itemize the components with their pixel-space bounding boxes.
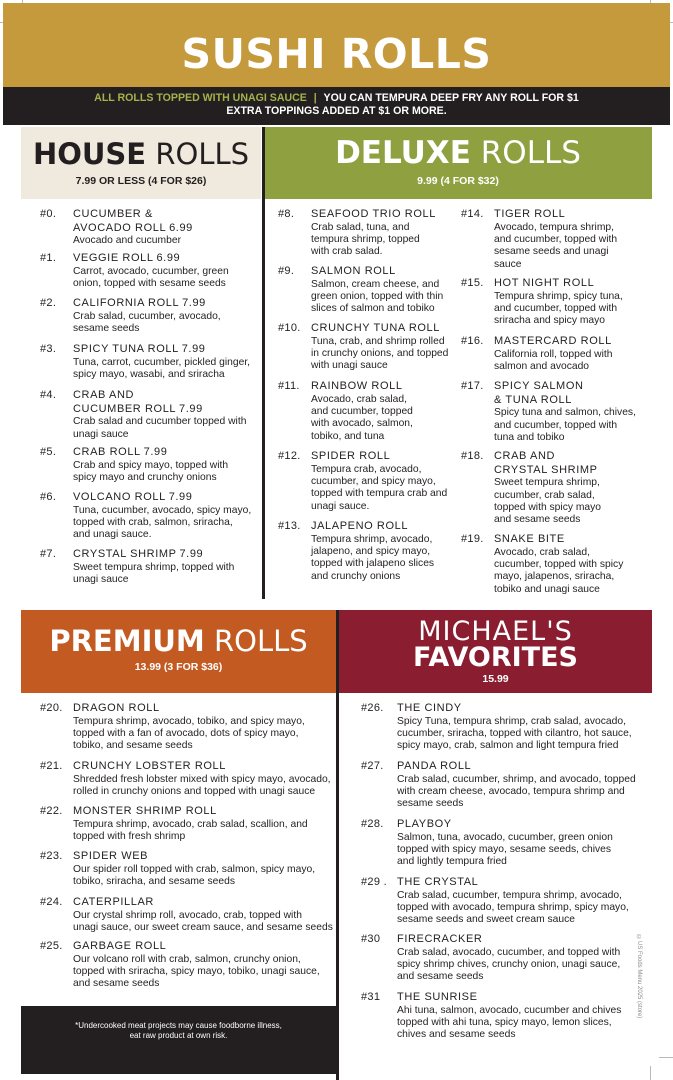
item-name: THE SUNRISE: [397, 991, 478, 1003]
item-description-line: tuna and tobiko: [494, 432, 565, 443]
item-body: [494, 533, 673, 596]
menu-item: [40, 491, 295, 542]
deluxe-rolls-price: 9.99 (4 FOR $32): [417, 175, 499, 187]
item-name: CRAB AND: [73, 389, 135, 401]
item-name-line: [73, 760, 373, 774]
item-name-continued: AVOCADO ROLL: [73, 221, 167, 234]
item-description-line: salmon and avocado: [494, 361, 590, 372]
item-number: #0.: [40, 208, 57, 220]
menu-item: [40, 446, 295, 484]
item-description-line: Crab and spicy mayo, topped with: [73, 459, 229, 471]
item-name: MASTERCARD ROLL: [494, 335, 612, 347]
item-description-line: topped with tempura crab and: [311, 488, 448, 500]
house-rolls-price: 7.99 OR LESS (4 FOR $26): [75, 175, 207, 187]
item-description-line: Salmon, tuna, avocado, cucumber, green onion: [397, 831, 613, 843]
deluxe-title-light: ROLLS: [480, 135, 581, 171]
item-name: CATERPILLAR: [73, 896, 154, 908]
premium-rolls-price: 13.99 (3 FOR $36): [134, 661, 223, 673]
item-name-line: [494, 208, 673, 222]
item-description-line: tobiko, and tuna: [311, 430, 385, 442]
menu-item: [40, 389, 295, 441]
item-number: #4.: [40, 389, 57, 401]
menu-item: [278, 450, 489, 513]
item-number: #23.: [40, 850, 63, 862]
item-name-line: [73, 222, 295, 236]
item-name-line: [73, 491, 295, 505]
item-name-line: [73, 403, 295, 417]
item-name-line: [73, 850, 373, 864]
item-body: [73, 252, 295, 290]
item-description-line: Our crystal shrimp roll, avocado, crab, topped with: [73, 909, 302, 921]
item-body: [73, 760, 373, 798]
item-price: 7.99: [181, 343, 206, 355]
item-description-line: Avocado, crab salad,: [494, 546, 590, 558]
item-description-line: Spicy Tuna, tempura shrimp, crab salad, avocado,: [397, 715, 626, 727]
item-description-line: topped with spicy mayo: [494, 502, 602, 513]
item-number: #19.: [461, 533, 484, 545]
item-description-line: Tuna, crab, and shrimp rolled: [311, 335, 445, 347]
item-description-line: jalapeno, and spicy mayo,: [311, 546, 431, 557]
item-description-line: topped with avocado, tempura shrimp, spicy mayo,: [397, 902, 629, 913]
item-description-line: cucumber, sriracha, topped with cilantro, hot sauce,: [397, 728, 632, 739]
item-description-line: and sesame seeds: [494, 514, 581, 526]
item-description-line: and cucumber, topped with: [494, 303, 618, 314]
house-rolls-title: [21, 137, 261, 171]
item-name-continued: CRYSTAL SHRIMP: [494, 463, 598, 476]
item-number: #6.: [40, 491, 57, 503]
item-number: #31: [361, 991, 381, 1003]
item-description-line: with crab salad.: [311, 246, 383, 258]
item-description-line: Tuna, carrot, cucumber, pickled ginger,: [73, 356, 251, 368]
favorites-header: [339, 610, 652, 693]
item-number: #29 .: [361, 876, 387, 888]
item-name: SPICY TUNA ROLL: [73, 343, 179, 355]
item-body: [397, 876, 673, 927]
deluxe-title-bold: DELUXE: [335, 135, 471, 171]
favorites-price: 15.99: [482, 673, 509, 685]
item-description-line: tobiko, sriracha, and sesame seeds: [73, 876, 235, 887]
item-name: JALAPENO ROLL: [311, 520, 409, 532]
item-name: VOLCANO ROLL: [73, 491, 166, 503]
item-body: [494, 335, 673, 373]
item-description-line: and cucumber, topped with: [494, 419, 618, 431]
item-description-line: sesame seeds and sweet cream sauce: [397, 914, 575, 926]
item-body: [73, 208, 295, 248]
item-name-line: [73, 548, 295, 562]
menu-item: [40, 702, 373, 753]
menu-item: [361, 876, 673, 927]
item-number: #22.: [40, 805, 63, 817]
premium-rolls-header: [21, 610, 336, 693]
item-name-line: [494, 277, 673, 291]
item-name-line: [397, 818, 673, 832]
item-name: CRUNCHY LOBSTER ROLL: [73, 760, 226, 772]
item-description-line: sesame seeds: [73, 323, 140, 334]
menu-item: [40, 252, 295, 290]
item-body: [397, 760, 673, 811]
item-description-line: Our volcano roll with crab, salmon, crunchy onion,: [73, 953, 301, 965]
item-number: #24.: [40, 896, 63, 908]
favorites-title-light: MICHAEL'S: [418, 616, 573, 647]
premium-title-light: ROLLS: [213, 624, 308, 658]
item-description-line: tobiko, and sesame seeds: [73, 740, 193, 752]
menu-item: [40, 850, 373, 888]
item-body: [73, 805, 373, 843]
item-body: [73, 446, 295, 484]
item-description-line: rolled in crunchy onions and topped with unagi sauce: [73, 786, 316, 797]
item-body: [73, 491, 295, 542]
item-name: SALMON ROLL: [311, 265, 396, 277]
item-price: 7.99: [143, 446, 168, 458]
item-name-line: [494, 335, 673, 349]
item-number: #14.: [461, 208, 484, 220]
item-description-line: topped with sriracha, spicy mayo, tobiko, unagi sauce,: [73, 966, 320, 977]
item-name-line: [494, 394, 673, 408]
item-name-line: [73, 343, 295, 357]
item-name: PLAYBOY: [397, 818, 452, 830]
item-name: CRAB AND: [494, 450, 556, 462]
item-name-line: [73, 208, 295, 222]
item-description-line: Our spider roll topped with crab, salmon, spicy mayo,: [73, 863, 316, 875]
item-name-line: [397, 876, 673, 890]
menu-item: [278, 520, 489, 583]
item-number: #21.: [40, 760, 63, 772]
item-name-line: [73, 389, 295, 403]
item-description-line: spicy mayo, wasabi, and sriracha: [73, 369, 225, 380]
item-number: #25.: [40, 940, 63, 952]
notice-unagi: ALL ROLLS TOPPED WITH UNAGI SAUCE: [94, 92, 307, 104]
item-number: #18.: [461, 450, 484, 462]
item-price: 7.99: [179, 548, 204, 560]
item-name: VEGGIE ROLL: [73, 252, 154, 264]
item-description-line: Crab salad, tuna, and: [311, 221, 410, 233]
item-description-line: sriracha and spicy mayo: [494, 315, 606, 327]
item-description-line: with cream cheese, avocado, tempura shrimp and: [397, 786, 625, 797]
item-description-line: Shredded fresh lobster mixed with spicy mayo, avocado,: [73, 773, 331, 785]
menu-item: [461, 277, 673, 328]
item-description-line: unagi sauce.: [311, 500, 370, 512]
item-description-line: Sweet tempura shrimp,: [494, 477, 600, 489]
item-name: DRAGON ROLL: [73, 702, 160, 714]
favorites-title-bold: FAVORITES: [413, 642, 578, 673]
item-body: [73, 940, 373, 991]
item-price: 7.99: [182, 297, 206, 309]
item-description-line: mayo, jalapenos, sriracha,: [494, 571, 615, 583]
item-description-line: with avocado, salmon,: [311, 418, 413, 430]
crop-mark-bottom-right: [650, 1066, 651, 1080]
item-number: #16.: [461, 335, 484, 347]
house-title-light: ROLLS: [155, 137, 250, 171]
item-description-line: and sesame seeds: [73, 978, 160, 990]
item-description-line: Tempura crab, avocado,: [311, 463, 422, 475]
item-description-line: slices of salmon and tobiko: [311, 303, 435, 315]
item-price: 6.99: [169, 221, 193, 234]
item-description-line: and lightly tempura fried: [397, 856, 507, 868]
item-name: SPICY SALMON: [494, 380, 584, 392]
item-number: #1.: [40, 252, 57, 264]
item-name-continued: CUCUMBER ROLL: [73, 402, 177, 415]
disclaimer-line-2: eat raw product at own risk.: [129, 1031, 228, 1040]
item-description-line: cucumber, crab salad,: [494, 489, 595, 501]
menu-item: [461, 450, 673, 527]
item-body: [73, 297, 295, 335]
menu-item: [40, 208, 295, 248]
menu-item: [40, 805, 373, 843]
menu-item: [361, 818, 673, 869]
menu-item: [361, 760, 673, 811]
premium-favorites-divider: [336, 610, 339, 1080]
notice-line-2: EXTRA TOPPINGS ADDED AT $1 OR MORE.: [226, 105, 447, 117]
crop-mark-right-bottom: [659, 1057, 673, 1058]
item-number: #5.: [40, 446, 57, 458]
item-body: [73, 702, 373, 753]
item-description-line: Sweet tempura shrimp, topped with: [73, 561, 235, 573]
menu-item: [278, 322, 489, 373]
item-name-line: [73, 252, 295, 266]
item-name: CRAB ROLL: [73, 446, 141, 458]
item-description-line: and cucumber, topped with: [494, 234, 618, 245]
item-name-line: [73, 940, 373, 954]
notice-line-1: [3, 92, 670, 105]
item-description-line: Crab salad, cucumber, shrimp, and avocado, topped: [397, 773, 636, 785]
item-body: [397, 818, 673, 869]
item-name: SPIDER WEB: [73, 850, 149, 862]
item-description-line: unagi sauce: [73, 574, 129, 585]
item-description-line: Crab salad, cucumber, tempura shrimp, avocado,: [397, 889, 622, 901]
item-description-line: Carrot, avocado, cucumber, green: [73, 265, 229, 277]
house-title-bold: HOUSE: [32, 137, 147, 171]
item-description-line: Crab salad and cucumber topped with: [73, 416, 247, 428]
item-body: [73, 343, 295, 381]
item-description-line: Ahi tuna, salmon, avocado, cucumber and chives: [397, 1004, 622, 1016]
item-name: GARBAGE ROLL: [73, 940, 167, 952]
item-number: #13.: [278, 520, 301, 532]
item-body: [397, 702, 673, 753]
item-description-line: topped with fresh shrimp: [73, 831, 186, 842]
item-description-line: and unagi sauce.: [73, 529, 152, 541]
item-name: SEAFOOD TRIO ROLL: [311, 208, 436, 220]
item-body: [494, 450, 673, 527]
item-description-line: Avocado, crab salad,: [311, 393, 407, 405]
item-name: CUCUMBER &: [73, 208, 153, 220]
item-description-line: sesame seeds: [397, 798, 464, 810]
menu-item: [40, 940, 373, 991]
item-description-line: in crunchy onions, and topped: [311, 348, 449, 359]
menu-item: [40, 760, 373, 798]
item-description-line: Avocado and cucumber: [73, 235, 181, 247]
premium-title-bold: PREMIUM: [49, 624, 205, 658]
menu-item: [278, 208, 489, 259]
menu-item: [461, 335, 673, 373]
item-description-line: sauce: [494, 258, 522, 270]
item-description-line: Tempura shrimp, avocado, crab salad, scallion, and: [73, 818, 308, 830]
item-description-line: Tuna, cucumber, avocado, spicy mayo,: [73, 504, 252, 516]
menu-item: [361, 933, 673, 984]
item-description-line: Crab salad, cucumber, avocado,: [73, 310, 221, 322]
item-description-line: tobiko and unagi sauce: [494, 583, 600, 595]
deluxe-rolls-header: [264, 127, 652, 199]
item-description-line: Spicy tuna and salmon, chives,: [494, 407, 636, 419]
item-name: CRYSTAL SHRIMP: [73, 548, 177, 560]
menu-item: [40, 343, 295, 381]
item-description-line: sesame seeds and unagi: [494, 246, 609, 258]
house-rolls-header: [21, 127, 261, 199]
item-name-line: [397, 702, 673, 716]
item-name: MONSTER SHRIMP ROLL: [73, 805, 217, 817]
menu-item: [461, 533, 673, 596]
item-name-line: [73, 805, 373, 819]
item-description-line: unagi sauce, our sweet cream sauce, and sesame seeds: [73, 922, 333, 933]
item-number: #10.: [278, 322, 301, 334]
item-description-line: Crab salad, avocado, cucumber, and topped with: [397, 946, 621, 958]
menu-item: [40, 297, 295, 335]
item-body: [73, 548, 295, 586]
item-description-line: spicy mayo and crunchy onions: [73, 472, 217, 483]
item-description-line: California roll, topped with: [494, 348, 613, 360]
item-description-line: Avocado, tempura shrimp,: [494, 221, 614, 233]
item-number: #15.: [461, 277, 484, 289]
item-number: #9.: [278, 265, 295, 277]
item-name: CRUNCHY TUNA ROLL: [311, 322, 440, 334]
menu-item: [40, 548, 295, 586]
item-number: #3.: [40, 343, 57, 355]
item-body: [73, 850, 373, 888]
item-number: #2.: [40, 297, 57, 309]
item-description-line: Tempura shrimp, avocado,: [311, 533, 433, 545]
item-name-continued: & TUNA ROLL: [494, 393, 572, 406]
deluxe-rolls-title: [264, 135, 652, 171]
notice-banner: [3, 87, 670, 125]
item-name: CALIFORNIA ROLL: [73, 297, 180, 309]
item-description-line: and sesame seeds: [397, 971, 484, 983]
item-description-line: onion, topped with sesame seeds: [73, 278, 226, 289]
item-description-line: topped with spicy mayo, sesame seeds, chives: [397, 844, 612, 855]
item-description-line: unagi sauce: [73, 428, 129, 440]
item-number: #27.: [361, 760, 384, 772]
item-description-line: spicy shrimp chives, crunchy onion, unagi sauce,: [397, 959, 621, 970]
item-description-line: cucumber, and spicy mayo,: [311, 476, 436, 487]
item-description-line: cucumber, topped with spicy: [494, 559, 624, 570]
item-name: SNAKE BITE: [494, 533, 565, 545]
menu-item: [278, 380, 489, 443]
copyright-note: ©US Foods Menu 2025 (store): [636, 935, 642, 1019]
premium-rolls-title: [21, 624, 336, 658]
item-description-line: tempura shrimp, topped: [311, 234, 420, 245]
page-title: SUSHI ROLLS: [181, 30, 492, 78]
item-number: #26.: [361, 702, 384, 714]
item-description-line: Tempura shrimp, avocado, tobiko, and spicy mayo,: [73, 715, 305, 727]
item-name-line: [494, 450, 673, 464]
item-body: [494, 380, 673, 444]
item-description-line: topped with crab, salmon, sriracha,: [73, 517, 233, 528]
item-number: #8.: [278, 208, 295, 220]
item-name-line: [73, 702, 373, 716]
item-description-line: Salmon, cream cheese, and: [311, 278, 440, 290]
item-number: #28.: [361, 818, 384, 830]
menu-item: [461, 208, 673, 271]
item-description-line: spicy mayo, crab, salmon and light tempura fried: [397, 740, 619, 752]
item-body: [494, 208, 673, 271]
item-description-line: green onion, topped with thin: [311, 291, 444, 302]
item-price: 7.99: [179, 402, 203, 415]
item-description-line: topped with a fan of avocado, dots of spicy mayo,: [73, 728, 299, 739]
item-name-line: [73, 446, 295, 460]
item-body: [73, 896, 373, 934]
notice-tempura: YOU CAN TEMPURA DEEP FRY ANY ROLL FOR $1: [323, 92, 579, 104]
item-name-line: [494, 380, 673, 394]
disclaimer-line-1: *Undercooked meat projects may cause foodborne illness,: [75, 1021, 282, 1030]
item-description-line: and cucumber, topped: [311, 406, 413, 417]
item-name: RAINBOW ROLL: [311, 380, 403, 392]
item-number: #20.: [40, 702, 63, 714]
item-name: THE CRYSTAL: [397, 876, 479, 888]
item-description-line: Tempura shrimp, spicy tuna,: [494, 290, 623, 302]
item-name: SPIDER ROLL: [311, 450, 391, 462]
item-number: #12.: [278, 450, 301, 462]
menu-item: [361, 702, 673, 753]
item-name: THE CINDY: [397, 702, 462, 714]
item-price: 7.99: [168, 491, 193, 503]
item-name-line: [73, 896, 373, 910]
menu-item: [461, 380, 673, 444]
item-name-line: [494, 464, 673, 478]
notice-separator: |: [313, 92, 317, 104]
item-description-line: chives and sesame seeds: [397, 1029, 516, 1041]
item-body: [494, 277, 673, 328]
item-name: PANDA ROLL: [397, 760, 472, 772]
item-name-line: [494, 533, 673, 547]
item-name-line: [397, 760, 673, 774]
menu-item: [278, 265, 489, 316]
menu-item: [361, 991, 673, 1042]
item-name-line: [73, 297, 295, 311]
disclaimer-bar: [21, 1006, 336, 1074]
menu-item: [40, 896, 373, 934]
item-description-line: topped with ahi tuna, spicy mayo, lemon slices,: [397, 1017, 612, 1028]
item-name: HOT NIGHT ROLL: [494, 277, 595, 289]
item-number: #7.: [40, 548, 57, 560]
item-price: 6.99: [156, 252, 181, 264]
item-number: #11.: [278, 380, 300, 392]
item-name: FIRECRACKER: [397, 933, 483, 945]
item-description-line: topped with jalapeno slices: [311, 558, 435, 570]
item-description-line: and crunchy onions: [311, 570, 401, 582]
item-body: [73, 389, 295, 441]
item-number: #17.: [461, 380, 484, 392]
item-name: TIGER ROLL: [494, 208, 566, 220]
item-description-line: with unagi sauce: [311, 360, 388, 372]
item-number: #30: [361, 933, 381, 945]
